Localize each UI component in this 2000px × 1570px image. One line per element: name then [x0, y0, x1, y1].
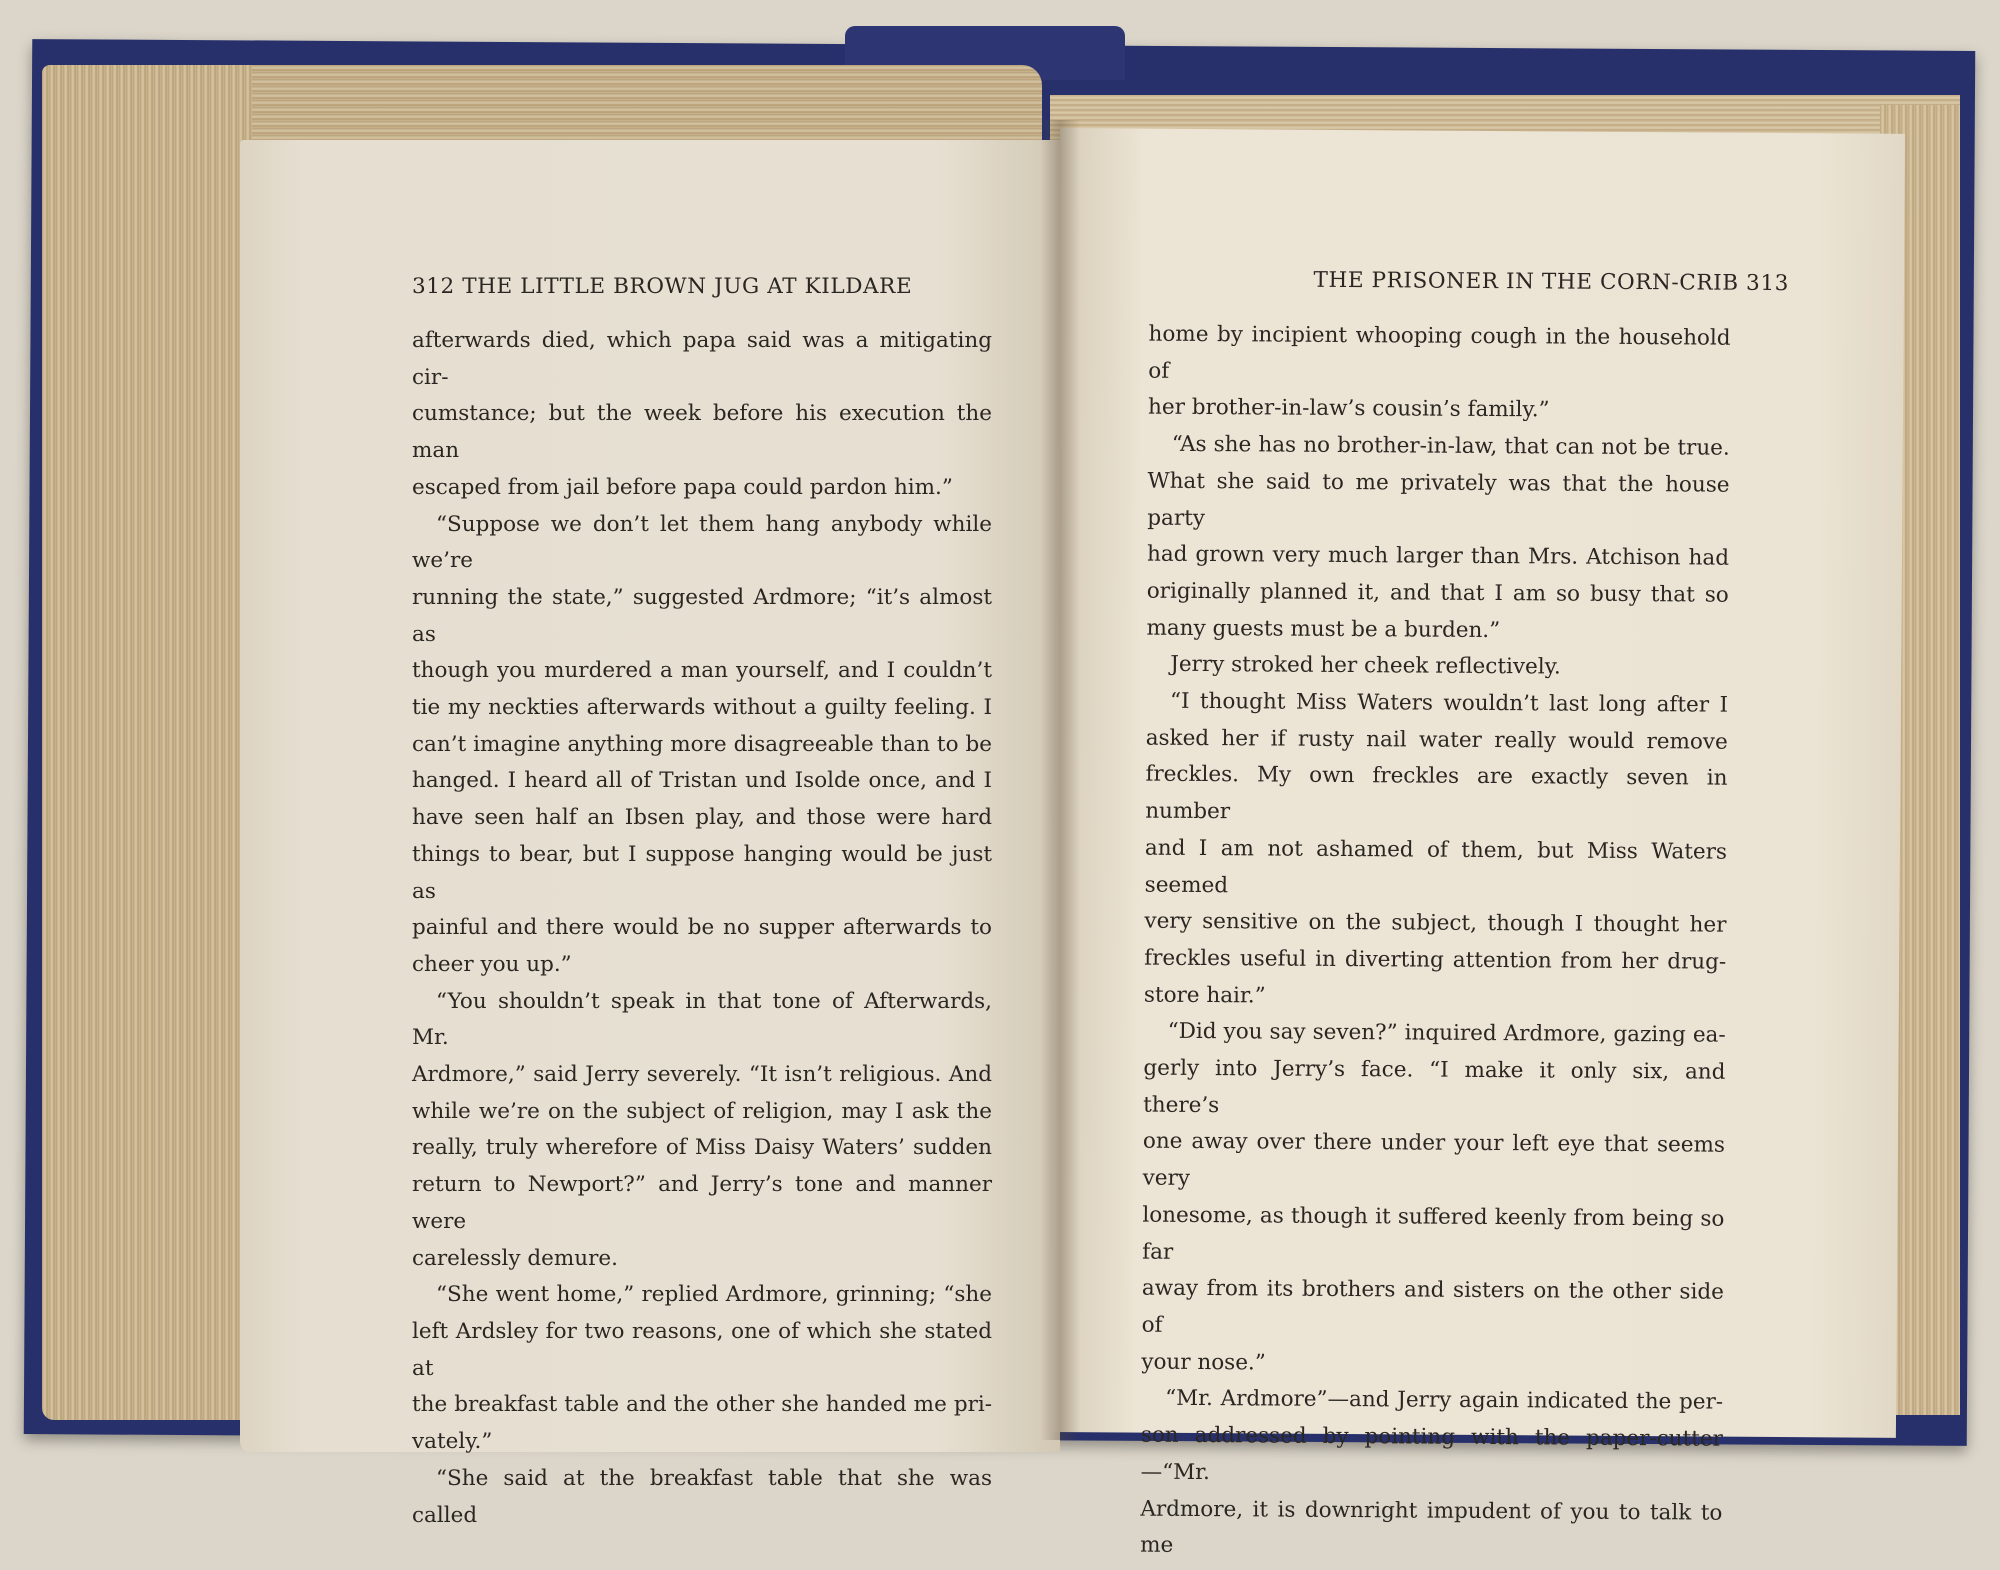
text-line: cumstance; but the week before his execution the man — [412, 401, 992, 464]
text-line: “As she has no brother-in-law, that can not be true. — [1171, 431, 1730, 461]
text-line: tie my neckties afterwards without a guilty feeling. I — [412, 695, 992, 721]
text-line: though you murdered a man yourself, and I couldn’t — [412, 658, 992, 684]
text-line: freckles. My own freckles are exactly seven in number — [1145, 762, 1728, 825]
text-line: gerly into Jerry’s face. “I make it only six, and there’s — [1143, 1055, 1726, 1118]
text-line: “She went home,” replied Ardmore, grinning; “she — [436, 1282, 992, 1308]
text-line: one away over there under your left eye that seems very — [1142, 1129, 1725, 1192]
text-line: have seen half an Ibsen play, and those were hard — [412, 805, 992, 831]
text-line: afterwards died, which papa said was a mitigating cir- — [412, 328, 992, 390]
text-line: can’t imagine anything more disagreeable than to be — [412, 731, 992, 757]
text-line: store hair.” — [1143, 982, 1266, 1009]
text-line: painful and there would be no supper afterwards to — [412, 915, 992, 941]
text-line: and I am not ashamed of them, but Miss Waters seemed — [1144, 835, 1728, 898]
left-running-head: 312 THE LITTLE BROWN JUG AT KILDARE — [412, 274, 913, 299]
text-line: your nose.” — [1141, 1349, 1266, 1376]
text-line: left Ardsley for two reasons, one of which she stated at — [412, 1318, 992, 1381]
page-edges-left — [42, 65, 252, 1420]
text-line: while we’re on the subject of religion, may I ask the — [412, 1098, 992, 1124]
right-page — [1051, 128, 1905, 1559]
text-line: away from its brothers and sisters on the other side of — [1141, 1275, 1724, 1338]
text-line: lonesome, as though it suffered keenly from being so far — [1142, 1202, 1725, 1265]
text-line: Ardmore, it is downright impudent of you to talk to me — [1140, 1496, 1723, 1559]
text-line: Jerry stroked her cheek reflectively. — [1170, 652, 1561, 680]
text-line: originally planned it, and that I am so busy that so — [1146, 578, 1729, 608]
text-line: “Suppose we don’t let them hang anybody while we’re — [412, 511, 992, 574]
text-line: asked her if rusty nail water really would remove — [1145, 725, 1728, 755]
text-line: “She said at the breakfast table that she was called — [412, 1465, 992, 1528]
text-line: “Mr. Ardmore”—and Jerry again indicated the per- — [1165, 1386, 1724, 1416]
text-line: son addressed by pointing with the paper-cutter—“Mr. — [1140, 1422, 1723, 1485]
right-page-text — [1140, 317, 1731, 1569]
text-line: What she said to me privately was that the house party — [1147, 468, 1730, 531]
text-line: escaped from jail before papa could pardon him.” — [412, 474, 953, 500]
text-line: very sensitive on the subject, though I thought her — [1144, 908, 1727, 938]
text-line: many guests must be a burden.” — [1146, 615, 1501, 643]
text-line: cheer you up.” — [412, 951, 572, 977]
text-line: really, truly wherefore of Miss Daisy Waters’ sudden — [412, 1135, 992, 1161]
text-line: things to bear, but I suppose hanging would be just as — [412, 841, 992, 904]
text-line: Ardmore,” said Jerry severely. “It isn’t religious. And — [412, 1062, 992, 1088]
text-line: freckles useful in diverting attention from her drug- — [1144, 945, 1727, 975]
text-line: “Did you say seven?” inquired Ardmore, gazing ea- — [1167, 1019, 1726, 1049]
left-page-text — [412, 323, 992, 1534]
left-page — [240, 140, 1060, 1528]
text-line: hanged. I heard all of Tristan und Isolde once, and I — [412, 768, 992, 794]
text-line: “You shouldn’t speak in that tone of Afterwards, Mr. — [412, 988, 992, 1051]
text-line: home by incipient whooping cough in the household of — [1148, 321, 1731, 384]
right-running-head: THE PRISONER IN THE CORN-CRIB 313 — [1313, 267, 1790, 297]
text-line: her brother-in-law’s cousin’s family.” — [1147, 395, 1550, 423]
text-line: return to Newport?” and Jerry’s tone and manner were — [412, 1172, 992, 1234]
text-line: “I thought Miss Waters wouldn’t last long after I — [1169, 688, 1729, 718]
text-line: carelessly demure. — [412, 1245, 618, 1271]
text-line: had grown very much larger than Mrs. Atchison had — [1146, 541, 1730, 571]
text-line: the breakfast table and the other she handed me pri- — [412, 1392, 992, 1418]
text-line: vately.” — [412, 1429, 493, 1455]
text-line: running the state,” suggested Ardmore; “it’s almost as — [412, 584, 992, 647]
book-gutter — [1040, 120, 1080, 1440]
